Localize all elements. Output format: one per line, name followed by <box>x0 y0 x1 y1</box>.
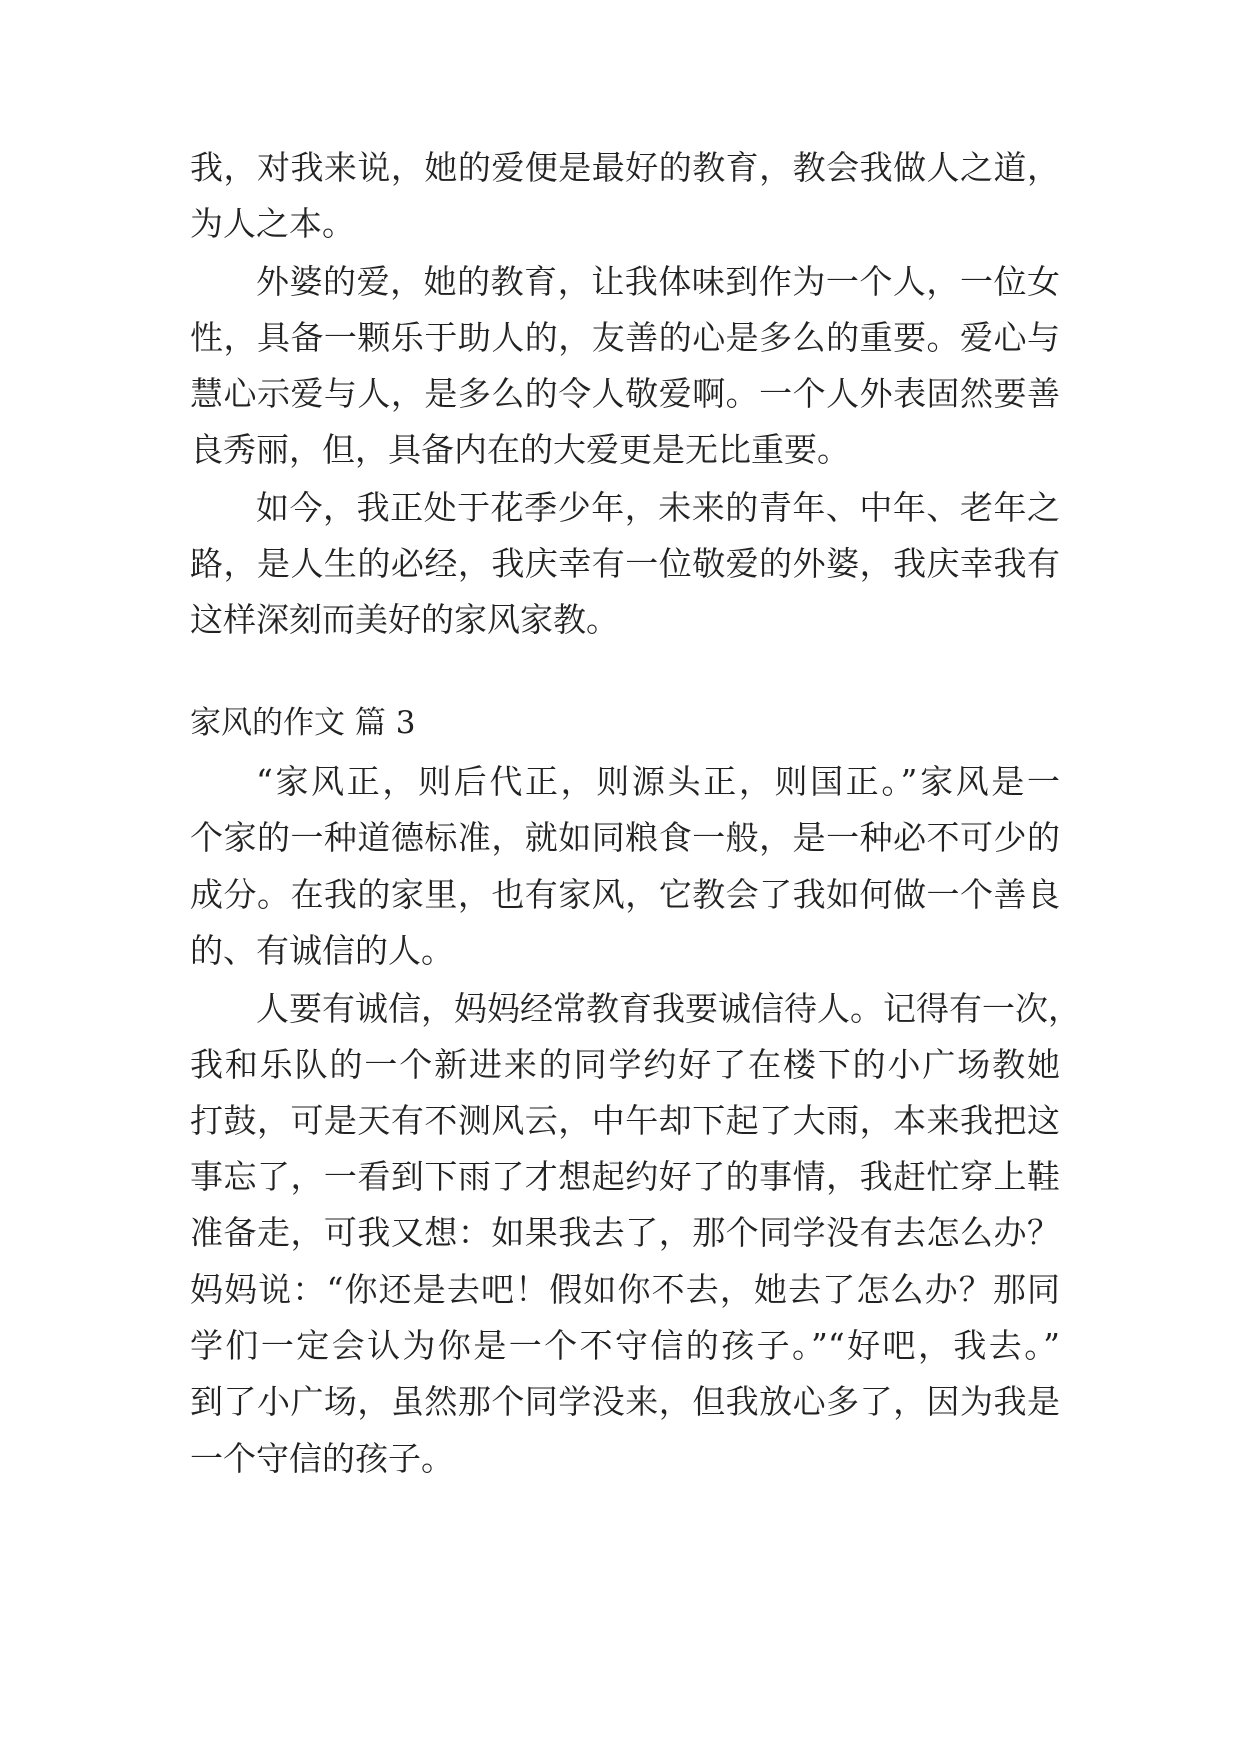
paragraph-line: 妈妈说：“你还是去吧！假如你不去，她去了怎么办？那同 <box>190 1270 1060 1309</box>
paragraph-line: 这样深刻而美好的家风家教。 <box>190 600 619 639</box>
paragraph-line: “家风正，则后代正，则源头正，则国正。”家风是一 <box>256 762 1060 801</box>
paragraph-line: 人要有诚信，妈妈经常教育我要诚信待人。记得有一次， <box>256 989 1081 1028</box>
paragraph-line: 到了小广场，虽然那个同学没来，但我放心多了，因为我是 <box>190 1382 1060 1421</box>
paragraph-line: 我，对我来说，她的爱便是最好的教育，教会我做人之道， <box>190 148 1060 187</box>
paragraph-line: 准备走，可我又想：如果我去了，那个同学没有去怎么办？ <box>190 1213 1060 1252</box>
paragraph-line: 打鼓，可是天有不测风云，中午却下起了大雨，本来我把这 <box>190 1101 1060 1140</box>
paragraph-line: 的、有诚信的人。 <box>190 931 454 970</box>
paragraph-line: 性，具备一颗乐于助人的，友善的心是多么的重要。爱心与 <box>190 318 1060 357</box>
paragraph-line: 个家的一种道德标准，就如同粮食一般，是一种必不可少的 <box>190 818 1060 857</box>
paragraph-line: 我和乐队的一个新进来的同学约好了在楼下的小广场教她 <box>190 1045 1060 1084</box>
paragraph-line: 慧心示爱与人，是多么的令人敬爱啊。一个人外表固然要善 <box>190 374 1060 413</box>
paragraph-line: 如今，我正处于花季少年，未来的青年、中年、老年之 <box>256 488 1060 527</box>
paragraph-line: 成分。在我的家里，也有家风，它教会了我如何做一个善良 <box>190 875 1060 914</box>
paragraph-line: 良秀丽，但，具备内在的大爱更是无比重要。 <box>190 430 850 469</box>
paragraph-line: 学们一定会认为你是一个不守信的孩子。”“好吧，我去。” <box>190 1326 1060 1365</box>
paragraph-line: 路，是人生的必经，我庆幸有一位敬爱的外婆，我庆幸我有 <box>190 544 1060 583</box>
paragraph-line: 外婆的爱，她的教育，让我体味到作为一个人，一位女 <box>256 262 1060 301</box>
section-heading: 家风的作文 篇 3 <box>190 705 416 741</box>
paragraph-line: 为人之本。 <box>190 204 355 243</box>
paragraph-line: 一个守信的孩子。 <box>190 1439 454 1478</box>
paragraph-line: 事忘了，一看到下雨了才想起约好了的事情，我赶忙穿上鞋 <box>190 1157 1060 1196</box>
